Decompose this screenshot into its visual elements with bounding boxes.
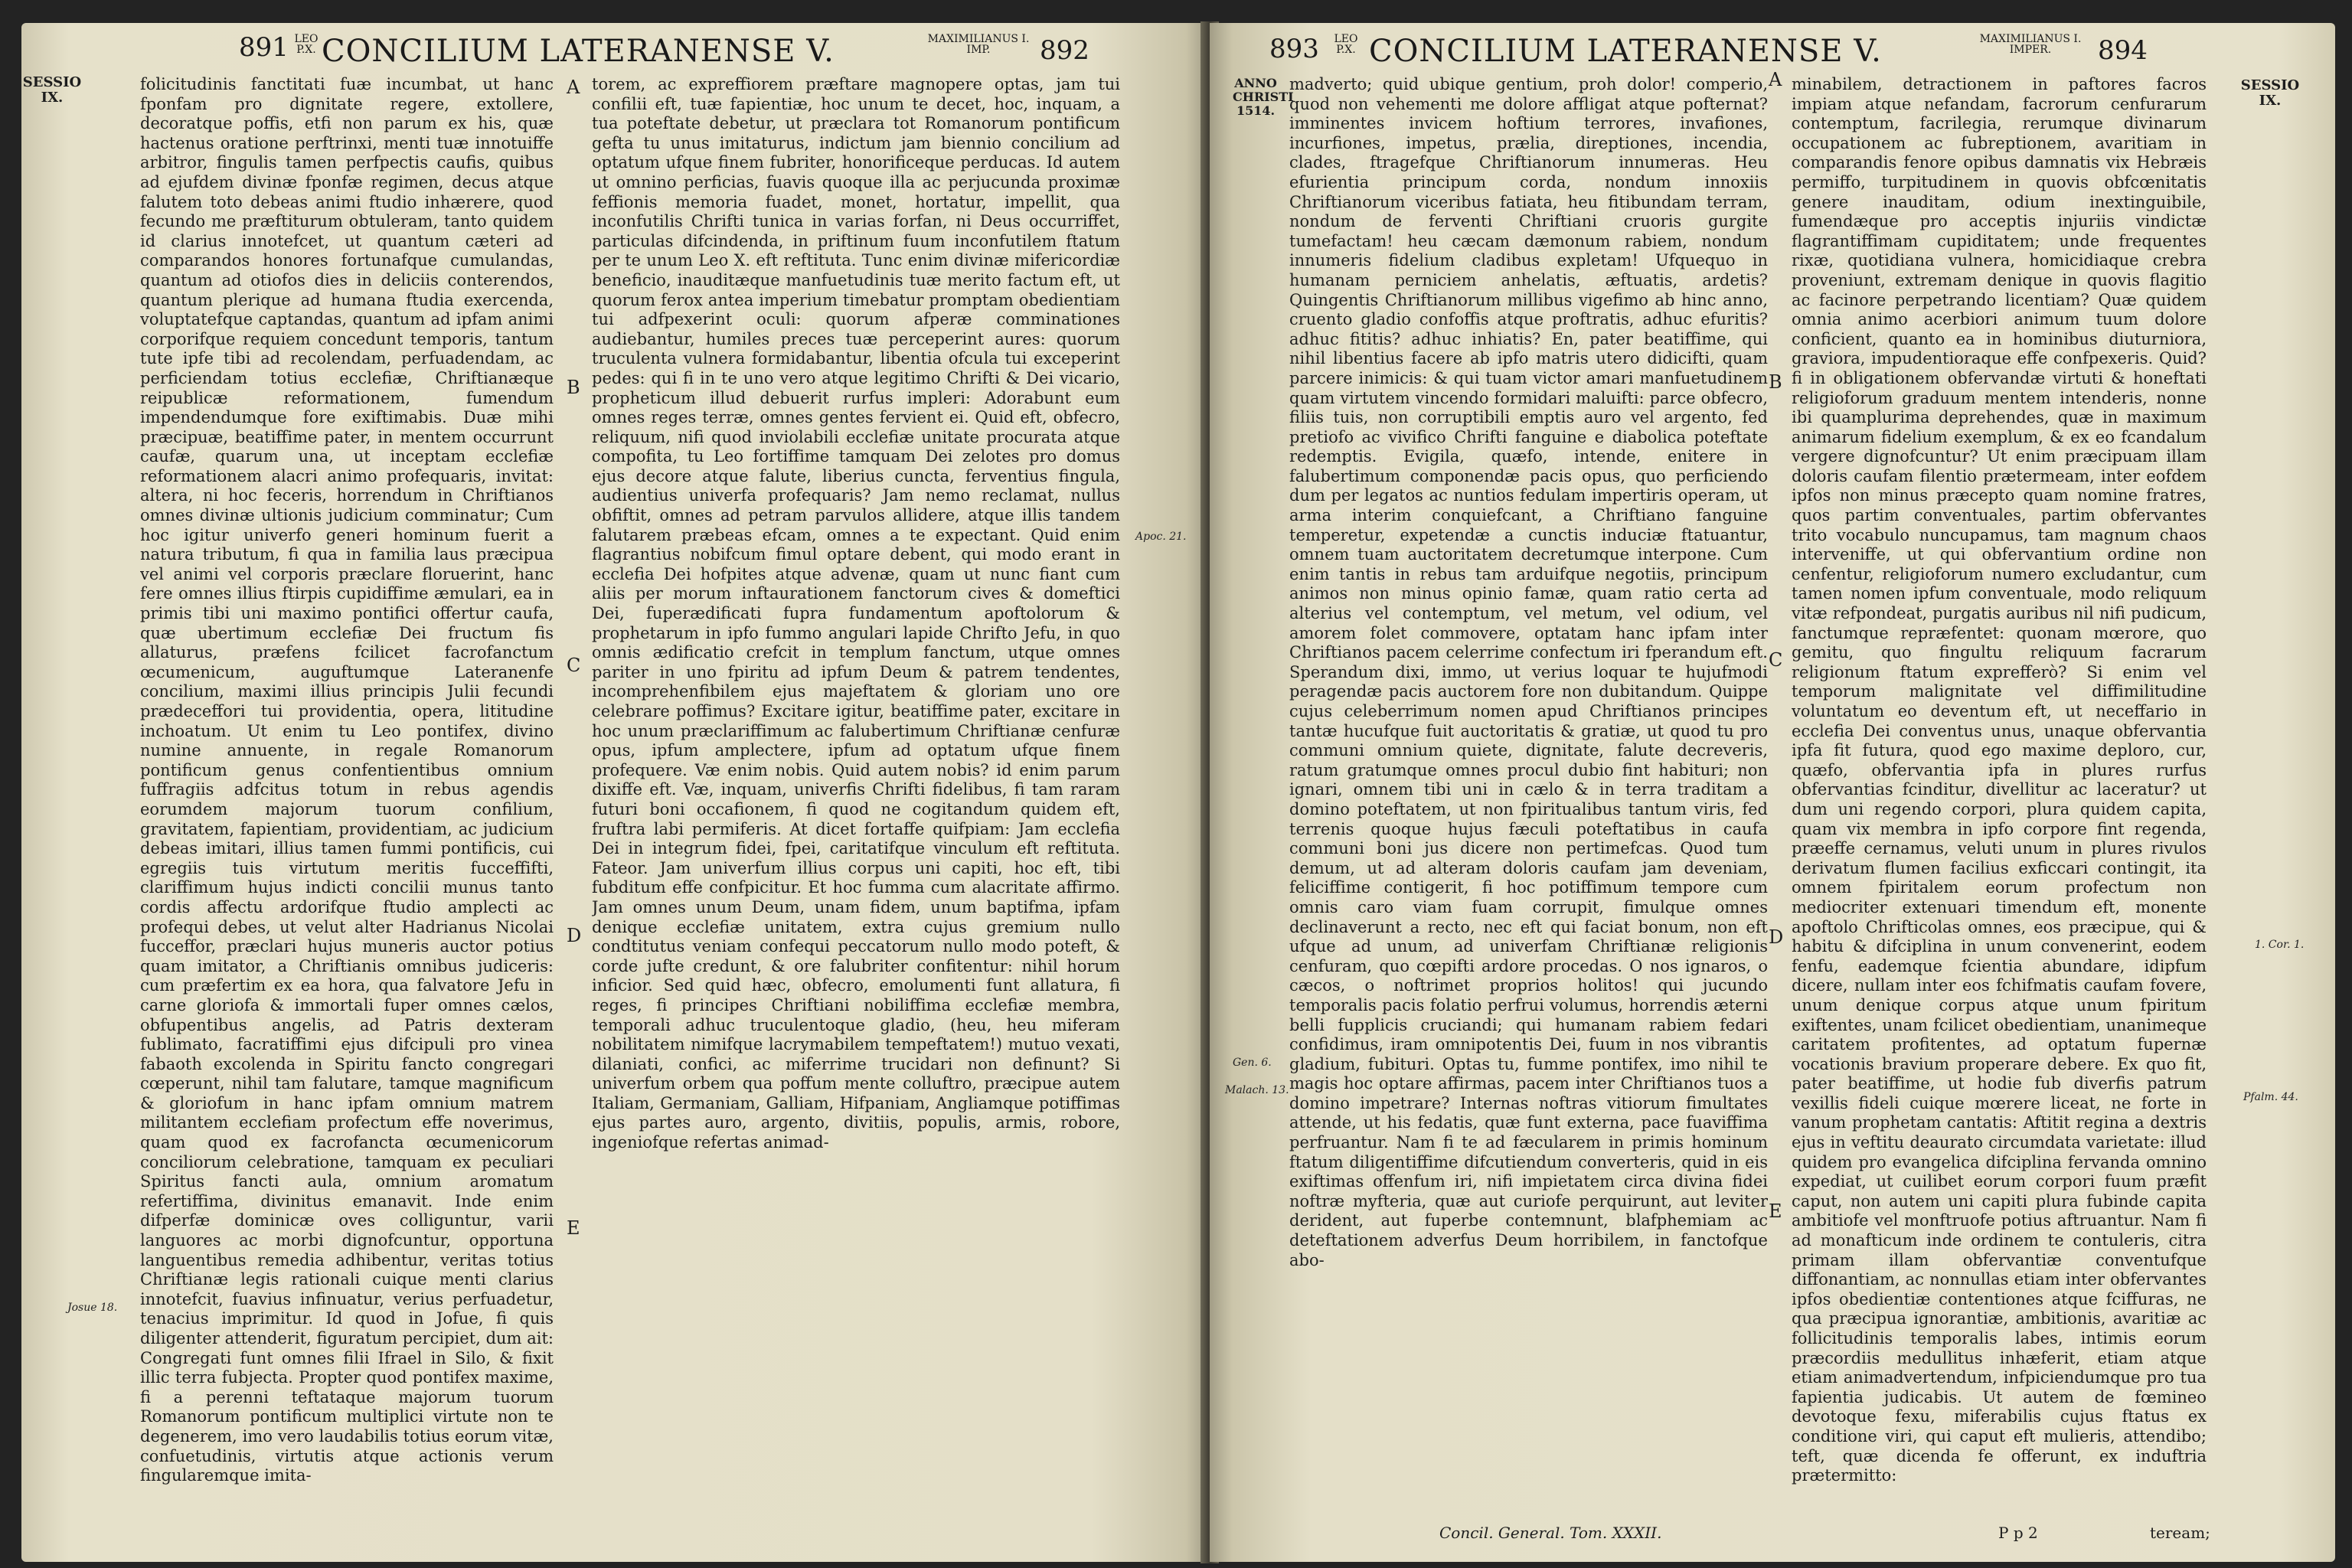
right-column-2: minabilem, detractionem in paftores facros impiam atque nefandam, facrorum cenfurarum contemptum, facrilegia, rerumque divinarum occupationem ac fubreptionem, avaritiam in comparandis fenore opibus damnatis vix Hebræis permiffo, turpitudinem in quovis obfcœnitatis genere inauditam, odium inextinguibile, fumendæque pro acceptis injuriis vindictæ flagrantiffimam cupiditatem; unde frequentes rixæ, quotidiana vulnera, homicidiaque crebra proveniunt, extremam denique in quovis flagitio ac facinore perpetrando licentiam? Quæ quidem omnia animo acerbiori animum tuum dolore conficient, quanto ea in hominibus diuturniora, graviora, impudentioraque effe confpexeris. Quid? fi in obligationem obfervandæ virtuti & honeftati religioforum graduum mentem intenderis, nonne ibi quamplurima deprehendes, quæ in maximum animarum fidelium exemplum, & ex eo fcandalum vergere dignofcuntur? Ut enim præcipuam illam doloris caufam filentio prætermeam, inter eofdem ipfos non minus præcepto quam nomine fratres, quos partim conventuales, partim obfervantes trito vocabulo nuncupamus, tam magnum chaos interveniffe, ut qui obfervantium ordine non cenfentur, religioforum numero excludantur, cum tamen nomen ipfum conventuale, modo reliquum vitæ refpondeat, purgatis auribus nil nifi pudicum, fanctumque repræfentet: quonam mœrore, quo gemitu, quo fingultu reliquum facrarum religionum ftatum exprefferò? Si enim vel temporum malignitate vel diffimilitudine voluntatum eo deventum eft, ut neceffario in ecclefia Dei conventus unus, unaque obfervantia ipfa fit futura, quod ego maxime deploro, cur, quæfo, obfervantia ipfa in plures rurfus obfervantias fcinditur, divellitur ac laceratur? ut dum uni regendo corpori, plura quidem capita, quam vix membra in ipfo corpore fint regenda, præeffe cernamus, veluti unum in plures rivulos derivatum flumen facilius exficcari contingit, ita omnem fpiritalem eorum profectum non mediocriter extenuari timendum eft, monente apoftolo Chrifticolas omnes, eos præcipue, qui & habitu & difciplina in unum convenerint, eodem fenfu, eademque fcientia abundare, idipfum dicere, nullam inter eos fchifmatis caufam fovere, unum denique corpus atque unum fpiritum exiftentes, unam fcilicet obedientiam, unanimeque caritatem profitentes, ad optatum fupernæ vocationis bravium properare debere. Ex quo fit, pater beatiffime, ut hodie fub diverfis patrum vexillis fideli cuique mœrere liceat, ne forte in vanum prophetam cantatis: Aftitit regina a dextris ejus in veftitu deaurato circumdata varietate: illud quidem pro evangelica difciplina fervanda omnino expediat, ut cuilibet eorum corpori fuum præfit caput, non autem uni capiti plura fubinde capita ambitiofe vel monftruofe potius aftruantur. Nam fi ad monafticum inde ordinem te contuleris, citra primam illam obfervantiæ conventufque diffonantiam, ac nonnullas etiam inter obfervantes ipfos obedientiæ contentiones atque fciffuras, ne qua præcipua ignorantiæ, ambitionis, avaritiæ ac follicitudinis temporalis labes, intimis eorum præcordiis medullitus inhæferit, etiam atque etiam animadvertendum, infpiciendumque pro tua fapientia judicabis. Ut autem de fœmineo devotoque fexu, miferabilis cujus ftatus ex conditione viri, qui caput eft mulieris, attendibo; teft, quæ dicenda fe offerunt, ex induftria prætermitto: (1792, 75, 2207, 1485)
left-emperor-label: MAXIMILIANUS I. IMP. (927, 33, 1030, 56)
right-pope-label: LEO P.X. (1334, 33, 1358, 56)
right-section-letter-c: C (1769, 649, 1783, 671)
left-page-number: 891 (239, 32, 289, 63)
right-signature-mark: P p 2 (1998, 1524, 2038, 1542)
left-section-letter-c: C (567, 655, 581, 676)
left-section-letter-d: D (567, 925, 582, 946)
left-section-letter-b: B (567, 377, 580, 398)
left-page-number-2: 892 (1040, 35, 1089, 66)
left-session-label: SESSIO IX. (22, 74, 82, 106)
right-section-letter-b: B (1769, 371, 1782, 393)
left-margin-note-apoc: Apoc. 21. (1135, 531, 1187, 543)
right-emperor-label: MAXIMILIANUS I. IMPER. (1979, 33, 2082, 56)
left-column-2: torem, ac expreffiorem præftare magnopere optas, jam tui confilii eft, tuæ fapientiæ, hoc unum te decet, hoc, inquam, a tua poteftate debetur, ut præclara tot Romanorum pontificum gefta tu unus imitaturus, indictum jam biennio concilium ad optatum ufque finem fubriter, honorificeque perducas. Id autem ut omnino perficias, fuavis quoque illa ac perjucunda proximæ feffionis memoria fuadet, monet, hortatur, impellit, qua inconfutilis Chrifti tunica in varias forfan, ni Deus occurriffet, particulas difcindenda, in priftinum fuum inconfutilem ftatum per te unum Leo X. eft reftituta. Tunc enim divinæ mifericordiæ beneficio, inauditæque manfuetudinis tuæ merito factum eft, ut quorum ferox antea imperium timebatur promptam obedientiam tui adfpexerint oculi: quorum afperæ comminationes audiebantur, humiles preces tuæ perceperint aures: quorum truculenta vulnera formidabantur, libentia ofcula tui exceperint pedes: qui fi in te uno vero atque legitimo Chrifti & Dei vicario, propheticum illud debuerit rurfus impleri: Adorabunt eum omnes reges terræ, omnes gentes fervient ei. Quid eft, obfecro, reliquum, nifi quod inviolabili ecclefiæ unitate procurata atque compofita, tu Leo fortiffime tamquam Dei zelotes pro domus ejus decore atque falute, liberius cuncta, ferventius fingula, audientius univerfa profequaris? Jam nemo reclamat, nullus obfiftit, omnes ad petram parvulos allidere, atque illis tandem falutarem præbeas efcam, omnes a te expectant. Quid enim flagrantius nobifcum fimul optare debent, qui modo erant in ecclefia Dei hofpites atque advenæ, quam ut nunc fiant cum aliis per morum inftaurationem fanctorum cives & domeftici Dei, fuperædificati fupra fundamentum apoftolorum & prophetarum in ipfo fummo angulari lapide Chrifto Jefu, in quo omnis ædificatio crefcit in templum fanctum, utque omnes pariter in uno fpiritu ad ipfum Deum & patrem tendentes, incomprehenfibilem ejus majeftatem & gloriam uno ore celebrare poffimus? Excitare igitur, beatiffime pater, excitare in hoc unum præclariffimum ac falubertimum Chriftianæ cenfuræ opus, ipfum amplectere, ipfum ad optatum ufque finem profequere. Væ enim nobis. Quid autem nobis? id enim parum dixiffe eft. Væ, inquam, univerfis Chrifti fidelibus, fi tam raram futuri boni occafionem, fi quod ne cogitandum quidem eft, fruftra labi permiferis. At dicet fortaffe quifpiam: Jam ecclefia Dei in integrum fidei, fpei, caritatifque vinculum eft reftituta. Fateor. Jam univerfum illius corpus uni capiti, hoc eft, tibi fubditum effe confpicitur. Et hoc fumma cum alacritate affirmo. Jam omnes unum Deum, unam fidem, unum baptifma, ipfam denique ecclefiæ unitatem, extra cujus gremium nullo condtitutus veniam confequi peccatorum nullo modo poteft, & corde jufte credunt, & ore falubriter confitentur: nihil horum inficior. Sed quid hæc, obfecro, emolumenti funt allatura, fi reges, fi principes Chriftiani nobiliffima ecclefiæ membra, temporali adhuc truculentoque gladio, (heu, heu miferam nobilitatem nimifque lacrymabilem tempeftatem!) mutuo vexati, dilaniati, confici, ac miferrime trucidari non definunt? Si univerfum orbem qua poffum mente colluftro, præcipue autem Italiam, Germaniam, Galliam, Hifpaniam, Angliamque potiffimas ejus partes auro, argento, divitiis, populis, armis, robore, ingeniofque refertas animad- (592, 75, 1120, 1152)
left-margin-note-josue: Josue 18. (67, 1302, 118, 1314)
left-section-letter-a: A (567, 77, 580, 98)
right-margin-note-psalm: Pfalm. 44. (2243, 1091, 2298, 1103)
right-margin-note-cor: 1. Cor. 1. (2255, 939, 2305, 951)
right-section-letter-a: A (1769, 69, 1782, 90)
right-page-number-2: 894 (2098, 35, 2148, 66)
right-margin-note-gen: Gen. 6. (1233, 1057, 1272, 1069)
left-section-letter-e: E (567, 1217, 580, 1239)
left-page (21, 23, 1210, 1562)
right-margin-note-malach: Malach. 13. (1225, 1084, 1289, 1096)
right-section-letter-d: D (1769, 926, 1784, 948)
right-footer-title: Concil. General. Tom. XXXII. (1439, 1524, 1662, 1542)
left-pope-label: LEO P.X. (294, 33, 318, 56)
left-column-1: folicitudinis fanctitati fuæ incumbat, ut hanc fponfam pro dignitate regere, extollere, decoratque poffis, etfi non parum ex his, quæ hactenus oratione perftrinxi, menti tuæ innotuiffe arbitror, fingulis tamen perfpectis caufis, quibus ad ejufdem divinæ fponfæ regimen, decus atque falutem toto debeas animi ftudio inhærere, quod fecundo me præftiturum obtuleram, tanto quidem id clarius innotefcet, ut quantum cæteri ad comparandos honores fortunafque cumulandas, quantum ad otiofos dies in deliciis conterendos, quantum plerique ad humana ftudia exercenda, voluptatefque captandas, quantum ad ipfam animi corporifque requiem concedunt temporis, tantum tute ipfe tibi ad recolendam, perfuadendam, ac perficiendam totius ecclefiæ, Chriftianæque reipublicæ reformationem, fumendum impendendumque fore exiftimabis. Duæ mihi præcipuæ, beatiffime pater, in mentem occurrunt caufæ, quarum una, ut inceptam ecclefiæ reformationem alacri animo profequaris, invitat: altera, ni hoc feceris, horrendum in Chriftianos omnes divinæ ultionis judicium comminatur; Cum hoc igitur univerfo generi hominum fuerit a natura tributum, fi qua in familia laus præcipua vel animi vel corporis præclare floruerint, hanc fere omnes illius ftirpis cupidiffime æmulari, ea in primis tibi uni maximo pontifici offertur caufa, quæ ubertimum ecclefiæ Dei fructum fis allaturus, præfens fcilicet facrofanctum œcumenicum, auguftumque Lateranenfe concilium, maximi illius principis Julii fecundi prædeceffori tui providentia, opera, lititudine inchoatum. Ut enim tu Leo pontifex, divino numine annuente, in regale Romanorum pontificum genus confentientibus omnium fuffragiis adfcitus totum in rebus agendis eorumdem majorum tuorum confilium, gravitatem, fapientiam, providentiam, ac judicium debeas imitari, illius tamen fummi pontificis, cui egregiis tuis virtutum meritis fucceffifti, clariffimum hujus indicti concilii munus tanto cordis affectu ardorifque ftudio amplecti ac profequi debes, ut velut alter Hadrianus Nicolai fucceffor, præclari hujus muneris auctor potius quam imitator, a Chriftianis omnibus judiceris: cum præfertim ex ea hora, qua falvatore Jefu in carne gloriofa & immortali fuper omnes cælos, obfupentibus angelis, ad Patris dexteram fublimato, facratiffimi ejus difcipuli pro vinea fabaoth excolenda in Spiritu fancto congregari cœperunt, nihil tam falutare, tamque magnificum & gloriofum in hanc ipfam omnium matrem militantem ecclefiam profectum effe noverimus, quam quod ex facrofancta œcumenicorum conciliorum celebratione, tamquam ex peculiari Spiritus fancti aula, omnium aromatum refertiffima, divinitus emanavit. Inde enim difperfæ dominicæ oves colliguntur, varii languores ac morbi dignofcuntur, opportuna languentibus remedia adhibentur, veritas totius Chriftianæ legis rationali cuique menti clarius innotefcit, fuavius infinuatur, verius perfuadetur, tenacius imprimitur. Id quod in Jofue, fi quis diligenter attenderit, figuratum percipiet, dum ait: Congregati funt omnes filii Ifrael in Silo, & fixit illic terra fubjecta. Propter quod pontifex maxime, fi a perenni teftataque majorum tuorum Romanorum pontificum multiplici virtute non te degenerem, imo vero laudabilis totius eorum vitæ, confuetudinis, virtutis atque actionis verum fingularemque imita- (140, 75, 554, 1485)
right-catchword: teream; (2150, 1524, 2210, 1542)
right-running-title: CONCILIUM LATERANENSE V. (1369, 34, 1882, 69)
right-column-1: madverto; quid ubique gentium, proh dolor! comperio, quod non vehementi me dolore affligat atque pofternat? imminentes invicem hoftium terrores, invafiones, incurfiones, impetus, prælia, direptiones, incendia, clades, ftragefque Chriftianorum innumeras. Heu efurientia principum corda, nondum innoxiis Chriftianorum viceribus fatiata, heu fitibundam terram, nondum de ferventi Chriftiani cruoris gurgite tumefactam! heu cæcam dæmonum rabiem, nondum innumeris fidelium cladibus expletam! Ufquequo in humanam perniciem anhelatis, æftuatis, ardetis? Quingentis Chriftianorum millibus vigefimo ab hinc anno, cruento gladio confoffis atque proftratis, adhuc efuritis? adhuc fititis? adhuc inhiatis? En, pater beatiffime, qui nihil libentius facere ab ipfo matris utero didicifti, quam parcere inimicis: & qui tuam victor amari manfuetudinem quam virtutem vincendo formidari maluifti: parce obfecro, filiis tuis, non corruptibili emptis auro vel argento, fed pretiofo ac vivifico Chrifti fanguine e diabolica poteftate redemptis. Evigila, quæfo, intende, enitere in falubertimum componendæ pacis opus, quo perficiendo dum per legatos ac nuntios fedulam impertiris operam, ut arma interim conquiefcant, a Chriftiano fanguine temperetur, expetendæ a cunctis induciæ ftatuantur, omnem tuam auctoritatem decretumque interpone. Cum enim tantis in rebus tam arduifque negotiis, principum animos non minus opinio famæ, quam ratio certa ad alterius vel contemptum, vel metum, vel odium, vel amorem folet commovere, optatam hanc ipfam inter Chriftianos pacem celerrime confectum iri fperandum eft. Sperandum dixi, immo, ut verius loquar te hujufmodi peragendæ pacis auctorem fore non dubitandum. Quippe cujus celeberrimum nomen apud Chriftianos principes tantæ hucufque fuit auctoritatis & gratiæ, ut quod tu pro communi omnium quiete, dignitate, falute decreveris, ratum gratumque omnes procul dubio fint habituri; non ignari, omnem tibi uni in cælo & in terra traditam a domino poteftatem, ut non fpiritualibus tantum viris, fed terrenis quoque hujus fæculi poteftatibus in caufa communi boni jus dicere non pertimefcas. Quod tum demum, ut ad alteram doloris caufam jam deveniam, feliciffime contigerit, fi hoc potiffimum tempore cum omnis caro viam fuam corrupit, fimulque omnes declinaverunt a recto, nec eft qui faciat bonum, non eft ufque ad unum, ad univerfam Chriftianæ religionis cenfuram, quo cœpifti ardore procedas. O nos ignaros, o cæcos, o noftrimet proprios holitos! qui jucundo temporalis pacis folatio perfrui volumus, horrendis æterni belli fupplicis cruciandi; qui humanam rabiem fedari confidimus, iram omnipotentis Dei, fuum in nos vibrantis gladium, fubituri. Optas tu, fumme pontifex, imo nihil te magis hoc optare affirmas, pacem inter Chriftianos tuos a domino impetrare? Internas noftras vitiorum fimultates attende, ut his fedatis, quæ funt externa, pace fuaviffima perfruantur. Nam fi te ad fæcularem in primis hominum ftatum diligentiffime difcutiendum converteris, quid in eis exiftimas offenfum iri, nifi impietatem circa divina fidei noftræ myfteria, quæ aut curiofe perquirunt, aut leviter derident, aut fuperbe contemnunt, blafphemiam ac deteftationem adverfus Deum horribilem, in fanctofque abo- (1289, 75, 1768, 1269)
right-session-label: SESSIO IX. (2240, 77, 2300, 109)
right-anno-label: ANNO CHRISTI 1514. (1233, 76, 1294, 118)
right-section-letter-e: E (1769, 1200, 1782, 1222)
left-running-title: CONCILIUM LATERANENSE V. (322, 34, 835, 69)
right-page (1210, 23, 2335, 1562)
right-page-number: 893 (1269, 34, 1319, 64)
